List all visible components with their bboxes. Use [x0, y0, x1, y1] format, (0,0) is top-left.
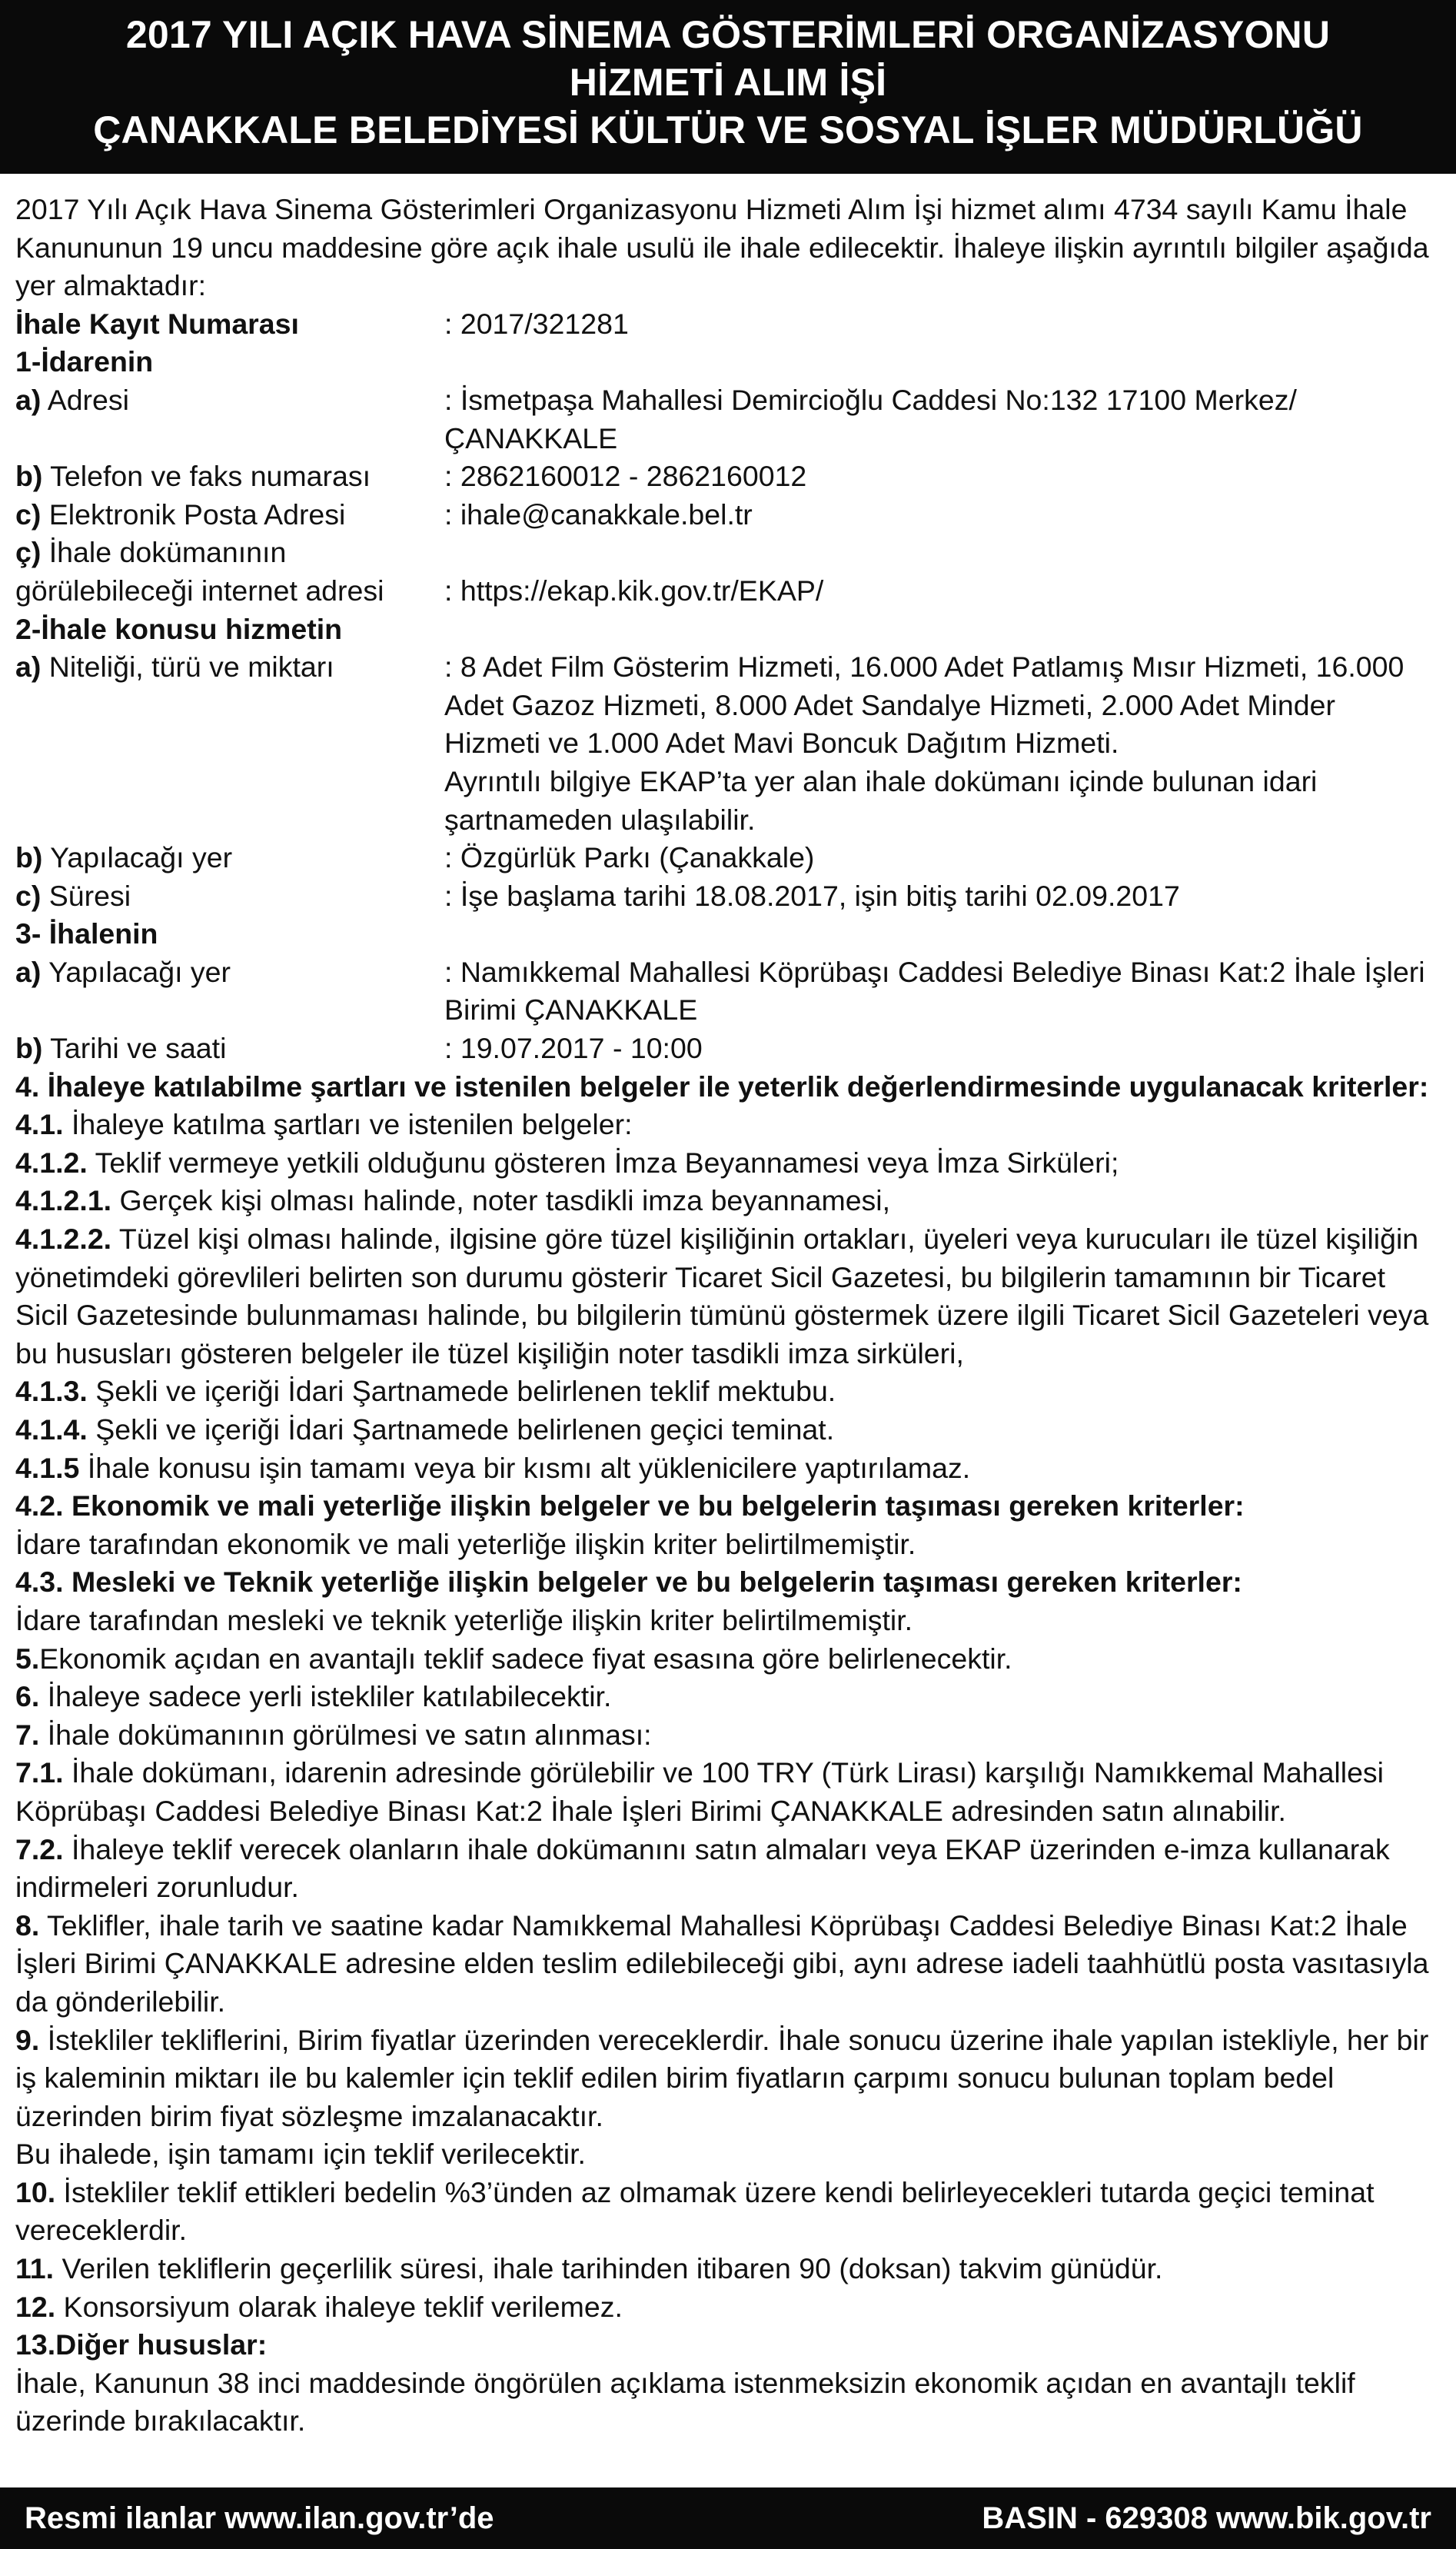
section-1-b-value: : 2862160012 - 2862160012 — [444, 460, 807, 493]
section-1-b-label: Telefon ve faks numarası — [42, 460, 371, 493]
section-2-c-label: Süresi — [41, 879, 131, 912]
registry-label: İhale Kayıt Numarası — [15, 307, 299, 340]
section-3-b-key: b) — [15, 1032, 43, 1065]
clause-text: Tüzel kişi olması halinde, ilgisine göre tüzel kişiliğinin ortakları, üyeleri veya kurucuları ile tüzel kişiliğin yönetimdeki görevlileri belirten son durumu gösterir Ticaret Sicil Gazetesi, bu bilgilerin tamamının bir Ticaret Sicil Gazetesinde bulunmaması halinde, bu bilgilerin tümünü göstermek üzere ilgili Ticaret Sicil Gazeteleri veya bu hususları gösteren belgeler ile tüzel kişiliğin noter tasdikli imza sirküleri, — [15, 1223, 1429, 1369]
clause-paragraph — [15, 1563, 1434, 1602]
section-2-heading: 2-İhale konusu hizmetin — [15, 612, 343, 645]
clause-paragraph — [15, 2174, 1434, 2250]
section-1-a-row — [15, 381, 1434, 458]
clause-text: Bu ihalede, işin tamamı için teklif verilecektir. — [15, 2138, 586, 2171]
clause-paragraph — [15, 1754, 1434, 1830]
clause-number: 5. — [15, 1642, 40, 1675]
intro-paragraph: 2017 Yılı Açık Hava Sinema Gösterimleri Organizasyonu Hizmeti Alım İşi hizmet alımı 4734 sayılı Kamu İhale Kanununun 19 uncu maddesine göre açık ihale usulü ile ihale edilecektir. İhaleye ilişkin ayrıntılı bilgiler aşağıda yer almaktadır: — [15, 193, 1429, 302]
section-3-a-label: Yapılacağı yer — [41, 955, 231, 988]
notice-body — [15, 191, 1434, 2441]
section-1-a-value: : İsmetpaşa Mahallesi Demircioğlu Caddesi No:132 17100 Merkez/ÇANAKKALE — [444, 383, 1297, 454]
section-1-b-key: b) — [15, 460, 43, 493]
header-title-line-3: ÇANAKKALE BELEDİYESİ KÜLTÜR VE SOSYAL İŞLER MÜDÜRLÜĞÜ — [93, 108, 1363, 151]
section-1-d-row — [15, 572, 1434, 611]
clause-number: 4.1. — [15, 1108, 64, 1141]
section-1-c-label: Elektronik Posta Adresi — [41, 497, 346, 531]
clause-number: 13. — [15, 2328, 56, 2361]
notice-footer — [0, 2487, 1456, 2549]
clause-text: Diğer hususlar: — [55, 2328, 268, 2361]
clause-text: Şekli ve içeriği İdari Şartnamede belirlenen teklif mektubu. — [87, 1375, 836, 1408]
clause-paragraph — [15, 1526, 1434, 1564]
clause-text: İhaleye sadece yerli istekliler katılabilecektir. — [39, 1680, 612, 1713]
clause-text: İdare tarafından ekonomik ve mali yeterliğe ilişkin kriter belirtilmemiştir. — [15, 1527, 916, 1560]
clause-text: Ekonomik ve mali yeterliğe ilişkin belgeler ve bu belgelerin taşıması gereken kriterler: — [63, 1489, 1245, 1522]
clause-paragraph — [15, 2022, 1434, 2136]
clause-text: Gerçek kişi olması halinde, noter tasdikli imza beyannamesi, — [111, 1184, 891, 1217]
notice-header — [0, 0, 1456, 174]
section-2-c-row — [15, 877, 1434, 916]
clause-paragraph — [15, 2288, 1434, 2327]
section-3-a-row — [15, 953, 1434, 1030]
section-2-b-label: Yapılacağı yer — [42, 841, 233, 874]
clause-paragraph — [15, 1602, 1434, 1640]
clause-number: 11. — [15, 2252, 55, 2285]
section-2-a-note: Ayrıntılı bilgiye EKAP’ta yer alan ihale dokümanı içinde bulunan idari şartnameden ulaşılabilir. — [444, 764, 1318, 836]
section-1-d-key: ç) — [15, 536, 42, 569]
clause-number: 8. — [15, 1908, 40, 1942]
clause-text: İstekliler teklif ettikleri bedelin %3’ünden az olmamak üzere kendi belirleyecekleri tutarda geçici teminat vereceklerdir. — [15, 2175, 1375, 2247]
section-1-b-row — [15, 458, 1434, 496]
clause-paragraph — [15, 2326, 1434, 2364]
clause-text: İhale dokümanı, idarenin adresinde görülebilir ve 100 TRY (Türk Lirası) karşılığı Namıkkemal Mahallesi Köprübaşı Caddesi Belediye Binası Kat:2 İhale İşleri Birimi ÇANAKKALE adresinden satın alınabilir. — [15, 1756, 1385, 1827]
section-1-heading: 1-İdarenin — [15, 345, 154, 378]
clause-number: 4.1.4. — [15, 1413, 88, 1446]
clause-number: 4. — [15, 1070, 48, 1103]
clause-text: İhale konusu işin tamamı veya bir kısmı alt yüklenicilere yaptırılamaz. — [79, 1451, 971, 1484]
section-2-c-key: c) — [15, 879, 42, 912]
section-1-d-value: : https://ekap.kik.gov.tr/EKAP/ — [444, 574, 824, 607]
clause-paragraph — [15, 1106, 1434, 1144]
section-1-c-key: c) — [15, 497, 42, 531]
clause-text: Ekonomik açıdan en avantajlı teklif sadece fiyat esasına göre belirlenecektir. — [39, 1642, 1012, 1675]
clause-paragraph — [15, 1487, 1434, 1526]
clause-text: İhaleye katılabilme şartları ve istenilen belgeler ile yeterlik değerlendirmesinde uygulanacak kriterler: — [47, 1070, 1429, 1103]
clause-paragraph — [15, 1182, 1434, 1220]
clause-paragraph — [15, 1068, 1434, 1106]
clause-number: 12. — [15, 2290, 56, 2323]
clause-paragraph — [15, 1373, 1434, 1411]
section-2-c-value: : İşe başlama tarihi 18.08.2017, işin bitiş tarihi 02.09.2017 — [444, 879, 1180, 912]
clause-paragraph — [15, 2250, 1434, 2288]
clause-number: 7.1. — [15, 1756, 64, 1789]
section-1-d-label-line-1 — [15, 534, 1434, 572]
section-3-b-value: : 19.07.2017 - 10:00 — [444, 1032, 703, 1065]
clause-text: İhale, Kanunun 38 inci maddesinde öngörülen açıklama istenmeksizin ekonomik açıdan en avantajlı teklif üzerinde bırakılacaktır. — [15, 2366, 1355, 2438]
clause-paragraph — [15, 2135, 1434, 2174]
section-2-b-key: b) — [15, 841, 43, 874]
section-1-a-label: Adresi — [41, 383, 129, 416]
clause-paragraph — [15, 1831, 1434, 1907]
clause-number: 7.2. — [15, 1832, 64, 1865]
section-3-heading: 3- İhalenin — [15, 917, 158, 950]
clause-paragraph — [15, 1411, 1434, 1449]
footer-left-text: Resmi ilanlar www.ilan.gov.tr’de — [25, 2501, 494, 2535]
section-3-b-label: Tarihi ve saati — [42, 1032, 227, 1065]
section-1-c-row — [15, 496, 1434, 534]
clause-text: Konsorsiyum olarak ihaleye teklif verilemez. — [55, 2290, 623, 2323]
section-1-a-key: a) — [15, 383, 42, 416]
clause-number: 4.2. — [15, 1489, 64, 1522]
section-3-a-key: a) — [15, 955, 42, 988]
clause-number: 4.1.2.1. — [15, 1184, 112, 1217]
clause-number: 4.1.5 — [15, 1451, 80, 1484]
clause-paragraph — [15, 2364, 1434, 2441]
section-1-c-value: : ihale@canakkale.bel.tr — [444, 497, 753, 531]
clause-number: 4.3. — [15, 1566, 64, 1599]
clause-text: Şekli ve içeriği İdari Şartnamede belirlenen geçici teminat. — [87, 1413, 835, 1446]
clauses-list — [15, 1068, 1434, 2441]
section-1-d-label: İhale dokümanının — [41, 536, 287, 569]
registry-row — [15, 305, 1434, 344]
clause-number: 4.1.2.2. — [15, 1223, 112, 1256]
section-2-a-value: : 8 Adet Film Gösterim Hizmeti, 16.000 Adet Patlamış Mısır Hizmeti, 16.000 Adet Gazoz Hizmeti, 8.000 Adet Sandalye Hizmeti, 2.000 Adet Minder Hizmeti ve 1.000 Adet Mavi Boncuk Dağıtım Hizmeti. — [444, 651, 1404, 760]
clause-text: İdare tarafından mesleki ve teknik yeterliğe ilişkin kriter belirtilmemiştir. — [15, 1603, 913, 1636]
section-2-a-key: a) — [15, 651, 42, 684]
section-2-b-row — [15, 839, 1434, 877]
section-1-d-label-line-2: görülebileceği internet adresi — [15, 574, 384, 607]
clause-paragraph — [15, 1907, 1434, 2022]
clause-number: 6. — [15, 1680, 40, 1713]
clause-text: İhaleye teklif verecek olanların ihale dokümanını satın almaları veya EKAP üzerinden e-imza kullanarak indirmeleri zorunludur. — [15, 1832, 1390, 1904]
clause-paragraph — [15, 1678, 1434, 1716]
clause-text: Teklifler, ihale tarih ve saatine kadar Namıkkemal Mahallesi Köprübaşı Caddesi Belediye Binası Kat:2 İhale İşleri Birimi ÇANAKKALE adresine elden teslim edilebileceği gibi, aynı adrese iadeli taahhütlü posta vasıtasıyla da gönderilebilir. — [15, 1908, 1429, 2018]
clause-number: 4.1.2. — [15, 1146, 88, 1179]
section-3-a-value: : Namıkkemal Mahallesi Köprübaşı Caddesi Belediye Binası Kat:2 İhale İşleri Birimi ÇANAKKALE — [444, 955, 1425, 1027]
clause-text: Teklif vermeye yetkili olduğunu gösteren İmza Beyannamesi veya İmza Sirküleri; — [87, 1146, 1119, 1179]
section-2-a-label: Niteliği, türü ve miktarı — [41, 651, 334, 684]
clause-number: 10. — [15, 2175, 56, 2208]
clause-paragraph — [15, 1144, 1434, 1183]
clause-text: Verilen tekliflerin geçerlilik süresi, ihale tarihinden itibaren 90 (doksan) takvim günüdür. — [54, 2252, 1163, 2285]
clause-paragraph — [15, 1220, 1434, 1373]
clause-text: İhaleye katılma şartları ve istenilen belgeler: — [63, 1108, 633, 1141]
footer-right-text: BASIN - 629308 www.bik.gov.tr — [982, 2501, 1431, 2535]
registry-value: : 2017/321281 — [444, 307, 629, 340]
clause-text: İstekliler tekliflerini, Birim fiyatlar üzerinden vereceklerdir. İhale sonucu üzerine ihale yapılan istekliyle, her bir iş kaleminin miktarı ile bu kalemler için teklif edilen birim fiyatların çarpımı sonucu bulunan toplam bedel üzerinden birim fiyat sözleşme imzalanacaktır. — [15, 2023, 1429, 2132]
clause-number: 9. — [15, 2023, 40, 2056]
clause-text: Mesleki ve Teknik yeterliğe ilişkin belgeler ve bu belgelerin taşıması gereken kriterler: — [63, 1566, 1242, 1599]
clause-paragraph — [15, 1716, 1434, 1755]
clause-text: İhale dokümanının görülmesi ve satın alınması: — [39, 1718, 652, 1751]
header-title-line-2: HİZMETİ ALIM İŞİ — [569, 61, 887, 104]
header-title-line-1: 2017 YILI AÇIK HAVA SİNEMA GÖSTERİMLERİ ORGANİZASYONU — [125, 13, 1331, 56]
section-2-b-value: : Özgürlük Parkı (Çanakkale) — [444, 841, 815, 874]
clause-number: 4.1.3. — [15, 1375, 88, 1408]
clause-paragraph — [15, 1449, 1434, 1488]
section-2-a-row — [15, 648, 1434, 839]
clause-paragraph — [15, 1640, 1434, 1679]
clause-number: 7. — [15, 1718, 40, 1751]
section-3-b-row — [15, 1030, 1434, 1068]
